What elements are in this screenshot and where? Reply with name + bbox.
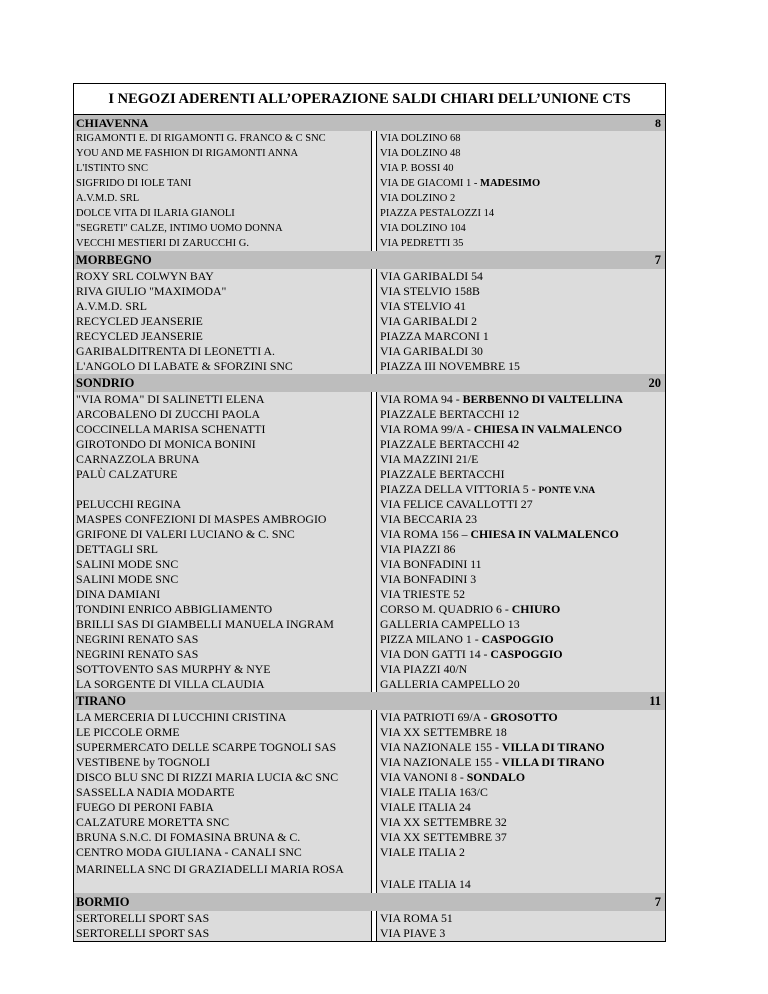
shop-name: CALZATURE MORETTA SNC xyxy=(74,815,372,830)
shop-address xyxy=(377,725,665,740)
sections-container xyxy=(73,115,666,942)
shop-name: PALÙ CALZATURE xyxy=(74,467,372,482)
table-row xyxy=(73,800,666,815)
shop-name: MARINELLA SNC DI GRAZIADELLI MARIA ROSA xyxy=(74,860,372,893)
shop-name: SOTTOVENTO SAS MURPHY & NYE xyxy=(74,662,372,677)
street-address: VIA ROMA 156 – xyxy=(380,527,471,541)
table-row xyxy=(73,785,666,800)
shop-name: A.V.M.D. SRL xyxy=(74,191,372,206)
shop-name xyxy=(74,482,372,497)
shop-name: NEGRINI RENATO SAS xyxy=(74,647,372,662)
shop-name: A.V.M.D. SRL xyxy=(74,299,372,314)
street-address: VIA P. BOSSI 40 xyxy=(380,163,454,174)
shop-address xyxy=(377,800,665,815)
shop-address xyxy=(377,359,665,374)
town-name: CASPOGGIO xyxy=(490,647,563,661)
table-row xyxy=(73,815,666,830)
shop-name: DINA DAMIANI xyxy=(74,587,372,602)
town-name: GROSOTTO xyxy=(490,710,558,724)
table-row xyxy=(73,755,666,770)
shop-name: ROXY SRL COLWYN BAY xyxy=(74,269,372,284)
table-row xyxy=(73,482,666,497)
table-row xyxy=(73,677,666,692)
shop-name: SERTORELLI SPORT SAS xyxy=(74,926,372,941)
street-address: VIA PEDRETTI 35 xyxy=(380,238,464,249)
street-address: VIA PATRIOTI 69/A - xyxy=(380,710,491,724)
town-name: SONDALO xyxy=(466,770,526,784)
shop-address xyxy=(377,710,665,725)
street-address: VIA DON GATTI 14 - xyxy=(380,647,491,661)
shop-name: NEGRINI RENATO SAS xyxy=(74,632,372,647)
shop-name: PELUCCHI REGINA xyxy=(74,497,372,512)
shop-name: GRIFONE DI VALERI LUCIANO & C. SNC xyxy=(74,527,372,542)
shop-name: RIGAMONTI E. DI RIGAMONTI G. FRANCO & C SNC xyxy=(74,131,372,146)
section-header-tirano xyxy=(73,692,666,710)
shop-name: MASPES CONFEZIONI DI MASPES AMBROGIO xyxy=(74,512,372,527)
shop-address xyxy=(377,527,665,542)
table-row xyxy=(73,452,666,467)
shop-address xyxy=(377,755,665,770)
table-row xyxy=(73,911,666,926)
table-row xyxy=(73,710,666,725)
street-address: PIAZZA DELLA VITTORIA 5 - xyxy=(380,482,539,496)
shop-address xyxy=(377,845,665,860)
shop-address xyxy=(377,632,665,647)
town-name: CHIESA IN VALMALENCO xyxy=(470,527,619,541)
shop-name: COCCINELLA MARISA SCHENATTI xyxy=(74,422,372,437)
street-address: VIA STELVIO 158B xyxy=(380,284,480,298)
street-address: VIA ROMA 94 - xyxy=(380,392,463,406)
street-address: VIALE ITALIA 14 xyxy=(380,877,471,891)
shop-name: CARNAZZOLA BRUNA xyxy=(74,452,372,467)
street-address: VIA DOLZINO 48 xyxy=(380,148,461,159)
street-address: PIAZZA III NOVEMBRE 15 xyxy=(380,359,520,373)
street-address: VIA ROMA 99/A - xyxy=(380,422,474,436)
street-address: VIA XX SETTEMBRE 32 xyxy=(380,815,507,829)
street-address: VIALE ITALIA 2 xyxy=(380,845,465,859)
shop-address xyxy=(377,587,665,602)
section-count: 8 xyxy=(655,116,661,130)
street-address: VIA DOLZINO 104 xyxy=(380,223,466,234)
shop-address xyxy=(377,236,665,251)
table-row xyxy=(73,191,666,206)
table-row xyxy=(73,299,666,314)
shop-address xyxy=(377,176,665,191)
shop-name: FUEGO DI PERONI FABIA xyxy=(74,800,372,815)
table-row xyxy=(73,131,666,146)
street-address: VIALE ITALIA 24 xyxy=(380,800,471,814)
street-address: VIA BECCARIA 23 xyxy=(380,512,478,526)
shop-address xyxy=(377,329,665,344)
street-address: PIAZZA MARCONI 1 xyxy=(380,329,489,343)
table-row xyxy=(73,617,666,632)
street-address: VIA PIAVE 3 xyxy=(380,926,446,940)
shop-name: VESTIBENE by TOGNOLI xyxy=(74,755,372,770)
shop-address xyxy=(377,131,665,146)
shop-address xyxy=(377,452,665,467)
street-address: VIA NAZIONALE 155 - xyxy=(380,755,502,769)
shop-address xyxy=(377,662,665,677)
shop-name: YOU AND ME FASHION DI RIGAMONTI ANNA xyxy=(74,146,372,161)
shop-name: SUPERMERCATO DELLE SCARPE TOGNOLI SAS xyxy=(74,740,372,755)
table-row xyxy=(73,587,666,602)
section-name: SONDRIO xyxy=(76,376,135,390)
section-count: 7 xyxy=(654,253,661,267)
shop-name: RECYCLED JEANSERIE xyxy=(74,314,372,329)
table-row xyxy=(73,845,666,860)
shop-name: SERTORELLI SPORT SAS xyxy=(74,911,372,926)
shop-name: SALINI MODE SNC xyxy=(74,572,372,587)
shop-name: L'ANGOLO DI LABATE & SFORZINI SNC xyxy=(74,359,372,374)
shop-address xyxy=(377,191,665,206)
street-address: VIA ROMA 51 xyxy=(380,911,453,925)
street-address: VIA DE GIACOMI 1 - xyxy=(380,178,481,189)
document-table xyxy=(73,83,666,942)
shop-address xyxy=(377,146,665,161)
table-row xyxy=(73,662,666,677)
table-row xyxy=(73,557,666,572)
town-name: CHIURO xyxy=(511,602,561,616)
table-row xyxy=(73,422,666,437)
shop-address xyxy=(377,815,665,830)
street-address: VIALE ITALIA 163/C xyxy=(380,785,488,799)
table-row xyxy=(73,860,666,893)
shop-address xyxy=(377,572,665,587)
shop-name: GARIBALDITRENTA DI LEONETTI A. xyxy=(74,344,372,359)
street-address: VIA DOLZINO 2 xyxy=(380,193,456,204)
shop-name: RECYCLED JEANSERIE xyxy=(74,329,372,344)
shop-address xyxy=(377,407,665,422)
shop-address xyxy=(377,602,665,617)
shop-address xyxy=(377,284,665,299)
table-row xyxy=(73,161,666,176)
shop-name: SIGFRIDO DI IOLE TANI xyxy=(74,176,372,191)
shop-address xyxy=(377,830,665,845)
shop-address xyxy=(377,467,665,482)
table-row xyxy=(73,647,666,662)
table-row xyxy=(73,284,666,299)
shop-name: BRUNA S.N.C. DI FOMASINA BRUNA & C. xyxy=(74,830,372,845)
section-header-chiavenna xyxy=(73,115,666,131)
shop-address xyxy=(377,770,665,785)
shop-address xyxy=(377,512,665,527)
document-title: I NEGOZI ADERENTI ALL’OPERAZIONE SALDI CHIARI DELL’UNIONE CTS xyxy=(73,83,666,115)
shop-address xyxy=(377,437,665,452)
street-address: PIAZZALE BERTACCHI 42 xyxy=(380,437,520,451)
shop-name: LE PICCOLE ORME xyxy=(74,725,372,740)
shop-address xyxy=(377,677,665,692)
shop-address xyxy=(377,542,665,557)
street-address: PIZZA MILANO 1 - xyxy=(380,632,482,646)
shop-name: CENTRO MODA GIULIANA - CANALI SNC xyxy=(74,845,372,860)
table-row xyxy=(73,146,666,161)
shop-name: DETTAGLI SRL xyxy=(74,542,372,557)
street-address: VIA DOLZINO 68 xyxy=(380,133,461,144)
shop-address xyxy=(377,269,665,284)
table-row xyxy=(73,926,666,942)
street-address: VIA MAZZINI 21/E xyxy=(380,452,479,466)
shop-address xyxy=(377,482,665,497)
shop-address xyxy=(377,497,665,512)
section-header-morbegno xyxy=(73,251,666,269)
table-row xyxy=(73,269,666,284)
town-name: CASPOGGIO xyxy=(481,632,554,646)
town-name: MADESIMO xyxy=(480,178,541,189)
street-address: VIA PIAZZI 86 xyxy=(380,542,456,556)
street-address: VIA BONFADINI 3 xyxy=(380,572,477,586)
table-row xyxy=(73,437,666,452)
shop-address xyxy=(377,911,665,926)
section-name: CHIAVENNA xyxy=(76,116,149,130)
shop-name: "SEGRETI" CALZE, INTIMO UOMO DONNA xyxy=(74,221,372,236)
shop-name: TONDINI ENRICO ABBIGLIAMENTO xyxy=(74,602,372,617)
shop-name: LA SORGENTE DI VILLA CLAUDIA xyxy=(74,677,372,692)
table-row xyxy=(73,740,666,755)
table-row xyxy=(73,206,666,221)
shop-address xyxy=(377,785,665,800)
table-row xyxy=(73,221,666,236)
section-count: 11 xyxy=(649,694,661,708)
town-name: VILLA DI TIRANO xyxy=(501,755,605,769)
shop-name: GIROTONDO DI MONICA BONINI xyxy=(74,437,372,452)
street-address: PIAZZA PESTALOZZI 14 xyxy=(380,208,495,219)
street-address: VIA GARIBALDI 54 xyxy=(380,269,483,283)
street-address: CORSO M. QUADRIO 6 - xyxy=(380,602,512,616)
town-name: VILLA DI TIRANO xyxy=(501,740,605,754)
section-header-sondrio xyxy=(73,374,666,392)
shop-address xyxy=(377,221,665,236)
table-row xyxy=(73,467,666,482)
street-address: VIA XX SETTEMBRE 37 xyxy=(380,830,507,844)
section-name: TIRANO xyxy=(76,694,127,708)
shop-address xyxy=(377,617,665,632)
street-address: VIA VANONI 8 - xyxy=(380,770,467,784)
table-row xyxy=(73,359,666,374)
shop-address xyxy=(377,161,665,176)
table-row xyxy=(73,392,666,407)
shop-address xyxy=(377,860,665,893)
section-count: 7 xyxy=(654,895,661,909)
street-address: GALLERIA CAMPELLO 20 xyxy=(380,677,520,691)
shop-name: SALINI MODE SNC xyxy=(74,557,372,572)
shop-name: BRILLI SAS DI GIAMBELLI MANUELA INGRAM xyxy=(74,617,372,632)
section-name: BORMIO xyxy=(76,895,130,909)
shop-address xyxy=(377,557,665,572)
shop-address xyxy=(377,314,665,329)
street-address: VIA XX SETTEMBRE 18 xyxy=(380,725,507,739)
shop-address xyxy=(377,422,665,437)
street-address: VIA PIAZZI 40/N xyxy=(380,662,468,676)
shop-address xyxy=(377,392,665,407)
street-address: PIAZZALE BERTACCHI xyxy=(380,467,505,481)
shop-name: SASSELLA NADIA MODARTE xyxy=(74,785,372,800)
street-address: VIA BONFADINI 11 xyxy=(380,557,482,571)
shop-name: DISCO BLU SNC DI RIZZI MARIA LUCIA &C SNC xyxy=(74,770,372,785)
street-address: VIA GARIBALDI 2 xyxy=(380,314,477,328)
shop-name: "VIA ROMA" DI SALINETTI ELENA xyxy=(74,392,372,407)
section-header-bormio xyxy=(73,893,666,911)
table-row xyxy=(73,497,666,512)
shop-name: DOLCE VITA DI ILARIA GIANOLI xyxy=(74,206,372,221)
shop-name: ARCOBALENO DI ZUCCHI PAOLA xyxy=(74,407,372,422)
town-name: BERBENNO DI VALTELLINA xyxy=(462,392,624,406)
street-address: GALLERIA CAMPELLO 13 xyxy=(380,617,520,631)
shop-address xyxy=(377,344,665,359)
shop-address xyxy=(377,926,665,941)
shop-name: RIVA GIULIO "MAXIMODA" xyxy=(74,284,372,299)
table-row xyxy=(73,314,666,329)
section-count: 20 xyxy=(648,376,661,390)
street-address: VIA FELICE CAVALLOTTI 27 xyxy=(380,497,533,511)
shop-name: VECCHI MESTIERI DI ZARUCCHI G. xyxy=(74,236,372,251)
table-row xyxy=(73,236,666,251)
shop-name: LA MERCERIA DI LUCCHINI CRISTINA xyxy=(74,710,372,725)
table-row xyxy=(73,329,666,344)
table-row xyxy=(73,602,666,617)
table-row xyxy=(73,176,666,191)
table-row xyxy=(73,344,666,359)
table-row xyxy=(73,770,666,785)
street-address: VIA STELVIO 41 xyxy=(380,299,467,313)
table-row xyxy=(73,407,666,422)
table-row xyxy=(73,512,666,527)
town-name: CHIESA IN VALMALENCO xyxy=(473,422,623,436)
shop-address xyxy=(377,647,665,662)
section-name: MORBEGNO xyxy=(76,253,152,267)
table-row xyxy=(73,542,666,557)
shop-name: L'ISTINTO SNC xyxy=(74,161,372,176)
table-row xyxy=(73,830,666,845)
shop-address xyxy=(377,206,665,221)
street-address: VIA GARIBALDI 30 xyxy=(380,344,483,358)
table-row xyxy=(73,572,666,587)
table-row xyxy=(73,725,666,740)
street-address: VIA NAZIONALE 155 - xyxy=(380,740,502,754)
shop-address xyxy=(377,299,665,314)
table-row xyxy=(73,527,666,542)
street-address: VIA TRIESTE 52 xyxy=(380,587,465,601)
shop-address xyxy=(377,740,665,755)
table-row xyxy=(73,632,666,647)
street-address: PIAZZALE BERTACCHI 12 xyxy=(380,407,520,421)
town-name: PONTE V.NA xyxy=(538,486,596,496)
